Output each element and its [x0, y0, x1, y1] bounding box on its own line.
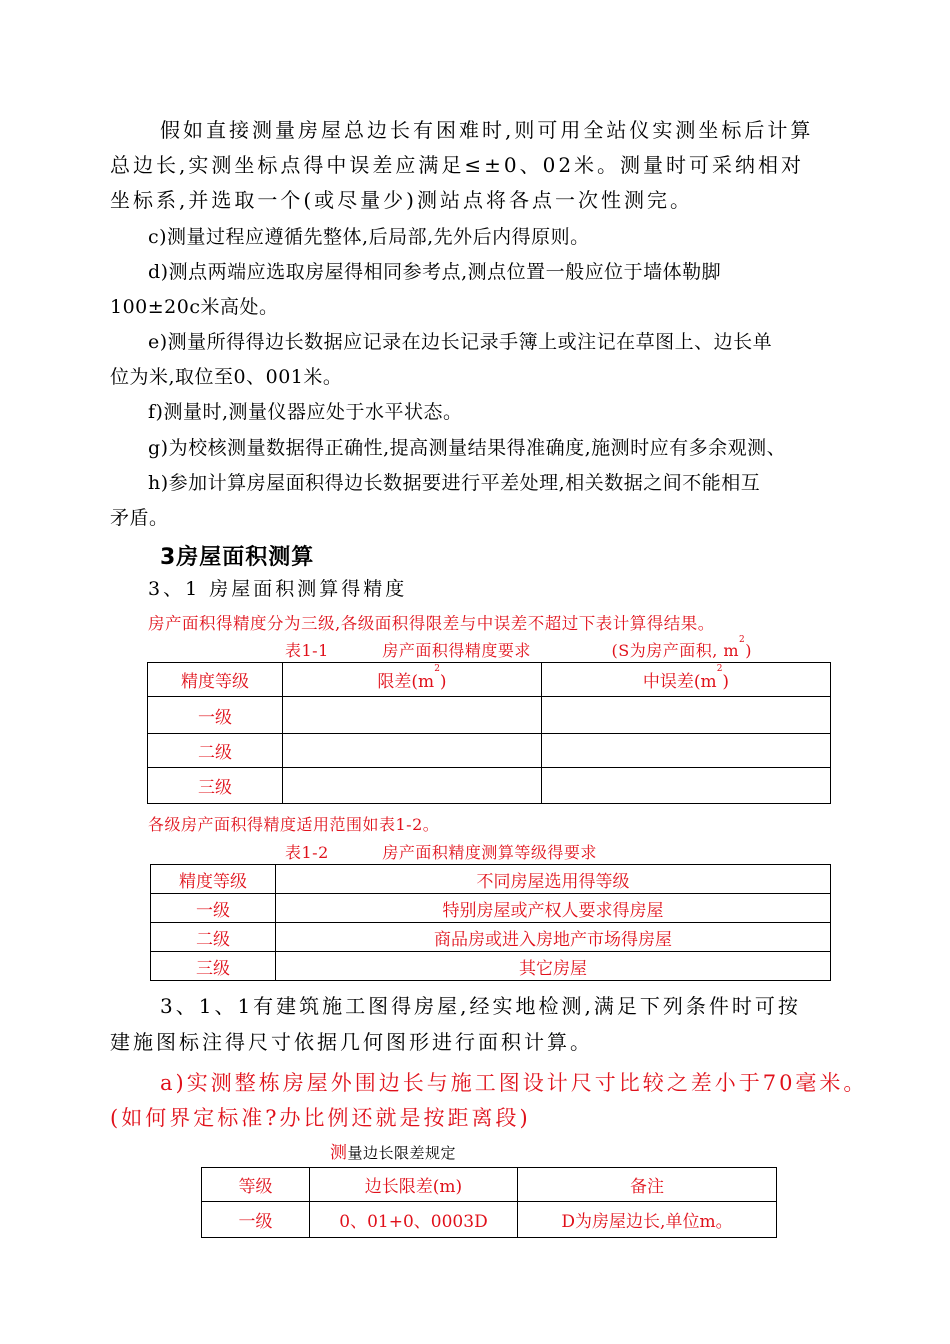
intro-note: 房产面积得精度分为三级,各级面积得限差与中误差不超过下表计算得结果。 — [148, 614, 715, 633]
table1-cell — [283, 734, 542, 768]
table1-header: 中误差$(m^2)$ — [542, 663, 831, 697]
table3-caption — [330, 1138, 456, 1163]
table2-header: 精度等级 — [151, 865, 276, 894]
table1-grade: 二级 — [148, 734, 283, 768]
item-g: g)为校核测量数据得正确性,提高测量结果得准确度,施测时应有多余观测、 — [148, 437, 787, 459]
table1-caption-title: 房产面积得精度要求 — [382, 641, 531, 660]
table1-caption-note: (S为房产面积, $m^2$) — [611, 635, 753, 660]
precision-table — [147, 662, 831, 804]
condition-a-line1: a)实测整栋房屋外围边长与施工图设计尺寸比较之差小于70毫米。 — [160, 1071, 868, 1095]
item-d-line1: d)测点两端应选取房屋得相同参考点,测点位置一般应位于墙体勒脚 — [148, 261, 722, 283]
table1-cell — [283, 697, 542, 734]
table1-cell — [542, 768, 831, 804]
table3-tolerance: 0、01+0、0003D — [310, 1202, 518, 1238]
grade-usage-table — [150, 864, 831, 981]
item-h-line1: h)参加计算房屋面积得边长数据要进行平差处理,相关数据之间不能相互 — [148, 472, 761, 494]
table2-usage: 特别房屋或产权人要求得房屋 — [276, 894, 831, 923]
table2-usage: 其它房屋 — [276, 952, 831, 981]
table3-caption-first: 测 — [330, 1143, 348, 1163]
table1-header: 限差$(m^2)$ — [283, 663, 542, 697]
table1-caption — [285, 635, 753, 661]
table1-cell — [542, 697, 831, 734]
item-c: c)测量过程应遵循先整体,后局部,先外后内得原则。 — [148, 226, 590, 248]
condition-a-line2: (如何界定标准?办比例还就是按距离段) — [110, 1106, 531, 1130]
edge-tolerance-table — [201, 1167, 777, 1238]
text-line: 总边长,实测坐标点得中误差应满足≤±0、02米。测量时可采纳相对 — [110, 153, 805, 177]
table3-header: 等级 — [202, 1168, 310, 1202]
table1-header: 精度等级 — [148, 663, 283, 697]
clause-311-line2: 建施图标注得尺寸依据几何图形进行面积计算。 — [110, 1030, 593, 1054]
table2-grade: 一级 — [151, 894, 276, 923]
table2-caption — [285, 840, 597, 863]
table2-header: 不同房屋选用得等级 — [276, 865, 831, 894]
table3-grade: 一级 — [202, 1202, 310, 1238]
table3-remark: D为房屋边长,单位m。 — [518, 1202, 777, 1238]
table1-grade: 三级 — [148, 768, 283, 804]
table1-grade: 一级 — [148, 697, 283, 734]
item-h-line2: 矛盾。 — [110, 507, 169, 529]
table3-header: 备注 — [518, 1168, 777, 1202]
table2-caption-number: 表1-2 — [285, 843, 329, 862]
table1-cell — [542, 734, 831, 768]
table1-caption-number: 表1-1 — [285, 641, 329, 660]
table2-grade: 三级 — [151, 952, 276, 981]
item-d-line2: 100±20c米高处。 — [110, 296, 279, 318]
table1-cell — [283, 768, 542, 804]
table2-caption-title: 房产面积精度测算等级得要求 — [382, 843, 597, 862]
section-heading: 3房屋面积测算 — [160, 545, 315, 570]
clause-311-line1: 3、1、1有建筑施工图得房屋,经实地检测,满足下列条件时可按 — [160, 994, 801, 1018]
table3-caption-rest: 量边长限差规定 — [347, 1144, 457, 1162]
table2-usage: 商品房或进入房地产市场得房屋 — [276, 923, 831, 952]
subsection-title: 3、1 房屋面积测算得精度 — [148, 578, 408, 600]
table2-note: 各级房产面积得精度适用范围如表1-2。 — [148, 815, 440, 834]
table3-header: 边长限差(m) — [310, 1168, 518, 1202]
item-f: f)测量时,测量仪器应处于水平状态。 — [148, 401, 463, 423]
item-e-line2: 位为米,取位至0、001米。 — [110, 366, 343, 388]
text-line: 假如直接测量房屋总边长有困难时,则可用全站仪实测坐标后计算 — [160, 118, 814, 142]
item-e-line1: e)测量所得得边长数据应记录在边长记录手簿上或注记在草图上、边长单 — [148, 331, 773, 353]
table2-grade: 二级 — [151, 923, 276, 952]
text-line: 坐标系,并选取一个(或尽量少)测站点将各点一次性测完。 — [110, 188, 693, 212]
